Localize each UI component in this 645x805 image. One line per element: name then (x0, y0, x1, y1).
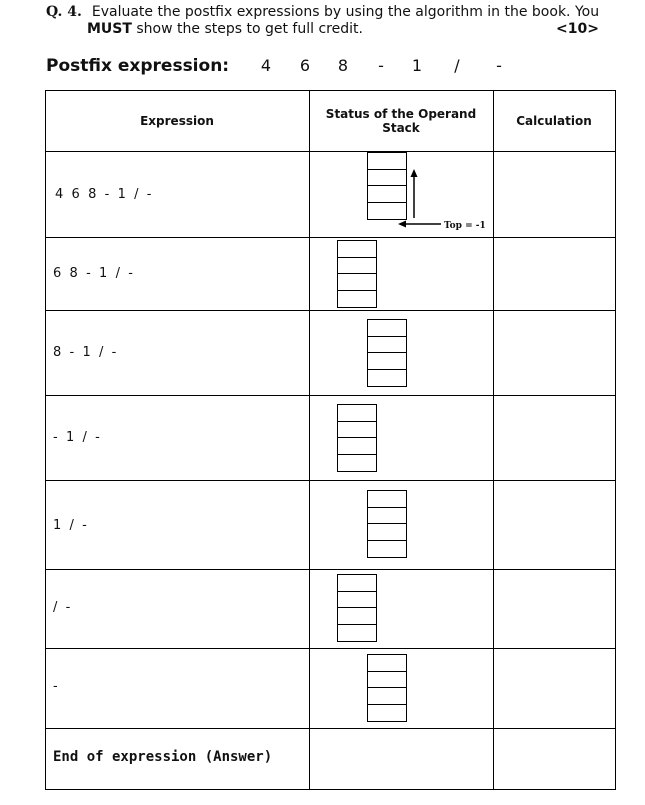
header-stack-line1: Status of the Operand (325, 107, 477, 121)
row-expression: 1 / - (53, 518, 87, 533)
question-line-2 (87, 21, 363, 37)
header-expression: Expression (140, 114, 214, 128)
question-number: Q. 4. (46, 4, 82, 20)
postfix-token: 1 (411, 56, 423, 75)
postfix-tokens (256, 56, 509, 75)
postfix-token: / (454, 56, 460, 75)
operand-stack (337, 240, 377, 308)
header-stack-line2: Stack (382, 121, 420, 135)
question-text: Evaluate the postfix expressions by using the algorithm in the book. You (91, 4, 600, 20)
postfix-token: - (496, 56, 502, 75)
header-stack (309, 107, 493, 135)
top-label: Top = -1 (444, 221, 486, 231)
final-row-label: End of expression (Answer) (53, 749, 273, 765)
row-expression: - (53, 679, 58, 694)
operand-stack (337, 574, 377, 642)
postfix-token: 4 (260, 56, 272, 75)
operand-stack (367, 654, 407, 722)
postfix-label: Postfix expression: (46, 56, 230, 76)
row-expression: / - (53, 600, 71, 615)
must-emphasis: MUST (87, 21, 132, 37)
row-expression: 6 8 - 1 / - (53, 266, 133, 281)
operand-stack (367, 319, 407, 387)
row-expression: 8 - 1 / - (53, 345, 117, 360)
operand-stack (337, 404, 377, 472)
evaluation-table (45, 90, 616, 790)
row-expression: - 1 / - (53, 430, 100, 445)
row-expression: 4 6 8 - 1 / - (55, 187, 152, 202)
question-line-1 (46, 4, 599, 20)
postfix-token: 6 (299, 56, 311, 75)
operand-stack (367, 490, 407, 558)
marks-label: <10> (556, 21, 599, 37)
header-calculation: Calculation (516, 114, 592, 128)
postfix-token: 8 (337, 56, 349, 75)
postfix-expression-row (46, 56, 502, 76)
postfix-token: - (378, 56, 384, 75)
question-text-2: show the steps to get full credit. (136, 21, 363, 37)
